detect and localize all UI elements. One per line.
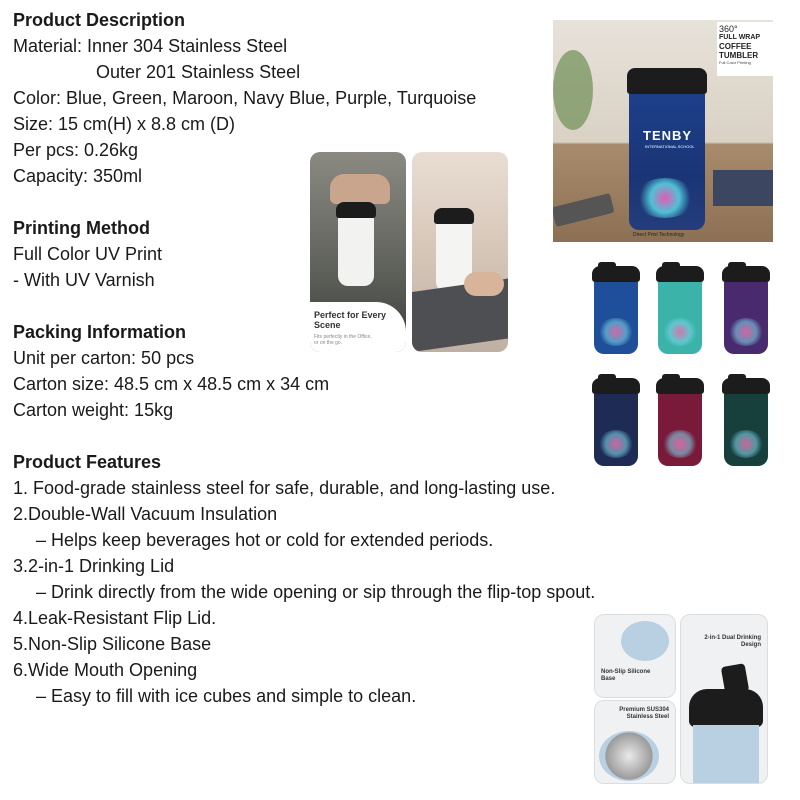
floral-print — [635, 178, 695, 218]
badge-full-color: Full Color Printing — [719, 60, 751, 65]
color-cup — [590, 266, 642, 354]
feature-3-detail: – Drink directly from the wide opening or sip through the flip-top spout. — [36, 582, 596, 602]
feature-2-detail: – Helps keep beverages hot or cold for extended periods. — [36, 530, 494, 550]
color-cup — [720, 266, 772, 354]
detail-lid-photo — [680, 614, 768, 784]
feature-4: 4.Leak-Resistant Flip Lid. — [13, 608, 217, 628]
hand-on-laptop — [464, 272, 504, 296]
badge-coffee: COFFEE — [719, 42, 752, 51]
books-shape — [713, 170, 773, 206]
packing-carton-size: Carton size: 48.5 cm x 48.5 cm x 34 cm — [13, 374, 330, 394]
hero-photo — [553, 20, 773, 242]
feature-6: 6.Wide Mouth Opening — [13, 660, 198, 680]
feature-5: 5.Non-Slip Silicone Base — [13, 634, 212, 654]
hand-shape — [330, 174, 390, 204]
scene-subcaption: Fits perfectly in the Office, or on the go. — [314, 334, 372, 346]
white-cup — [334, 202, 378, 286]
plant-shape — [553, 50, 593, 130]
features-heading: Product Features — [13, 452, 162, 472]
brand-print: TENBY — [643, 128, 693, 143]
wrap-badge — [717, 22, 773, 76]
lid-caption: 2-in-1 Dual Drinking Design — [704, 635, 761, 648]
brand-sub: INTERNATIONAL SCHOOL — [645, 144, 695, 149]
feature-1: 1. Food-grade stainless steel for safe, durable, and long-lasting use. — [13, 478, 556, 498]
printing-line-2: - With UV Varnish — [13, 270, 155, 290]
feature-6-detail: – Easy to fill with ice cubes and simple to clean. — [36, 686, 417, 706]
packing-carton-weight: Carton weight: 15kg — [13, 400, 174, 420]
printing-heading: Printing Method — [13, 218, 150, 238]
capacity-spec: Capacity: 350ml — [13, 166, 143, 186]
size-spec: Size: 15 cm(H) x 8.8 cm (D) — [13, 114, 236, 134]
color-cup — [590, 378, 642, 466]
detail-steel-photo — [594, 700, 676, 784]
color-cup — [654, 378, 706, 466]
weight-spec: Per pcs: 0.26kg — [13, 140, 139, 160]
lid-shape — [689, 689, 763, 727]
scene-photo-hand — [310, 152, 406, 352]
detail-base-photo — [594, 614, 676, 698]
description-heading: Product Description — [13, 10, 186, 30]
material-inner: Material: Inner 304 Stainless Steel — [13, 36, 288, 56]
material-outer: Outer 201 Stainless Steel — [96, 62, 301, 82]
scene-caption: Perfect for Every Scene — [314, 310, 387, 330]
badge-tumbler: TUMBLER — [719, 51, 759, 60]
direct-print: Direct Print Technology — [633, 232, 685, 238]
keyboard-shape — [553, 193, 615, 227]
packing-unit: Unit per carton: 50 pcs — [13, 348, 195, 368]
color-cup — [720, 378, 772, 466]
base-shape — [621, 621, 669, 661]
feature-2: 2.Double-Wall Vacuum Insulation — [13, 504, 278, 524]
steel-caption: Premium SUS304 Stainless Steel — [619, 707, 669, 720]
base-caption: Non-Slip Silicone Base — [601, 669, 651, 682]
feature-3: 3.2-in-1 Drinking Lid — [13, 556, 175, 576]
scene-photo-laptop — [412, 152, 508, 352]
hero-cup — [625, 68, 709, 230]
color-options: Color: Blue, Green, Maroon, Navy Blue, Purple, Turquoise — [13, 88, 477, 108]
badge-360: 360° — [719, 24, 738, 34]
cup-body-light — [693, 725, 759, 783]
printing-line-1: Full Color UV Print — [13, 244, 163, 264]
steel-interior — [599, 731, 659, 781]
color-cup — [654, 266, 706, 354]
packing-heading: Packing Information — [13, 322, 187, 342]
badge-fullwrap: FULL WRAP — [719, 34, 761, 41]
